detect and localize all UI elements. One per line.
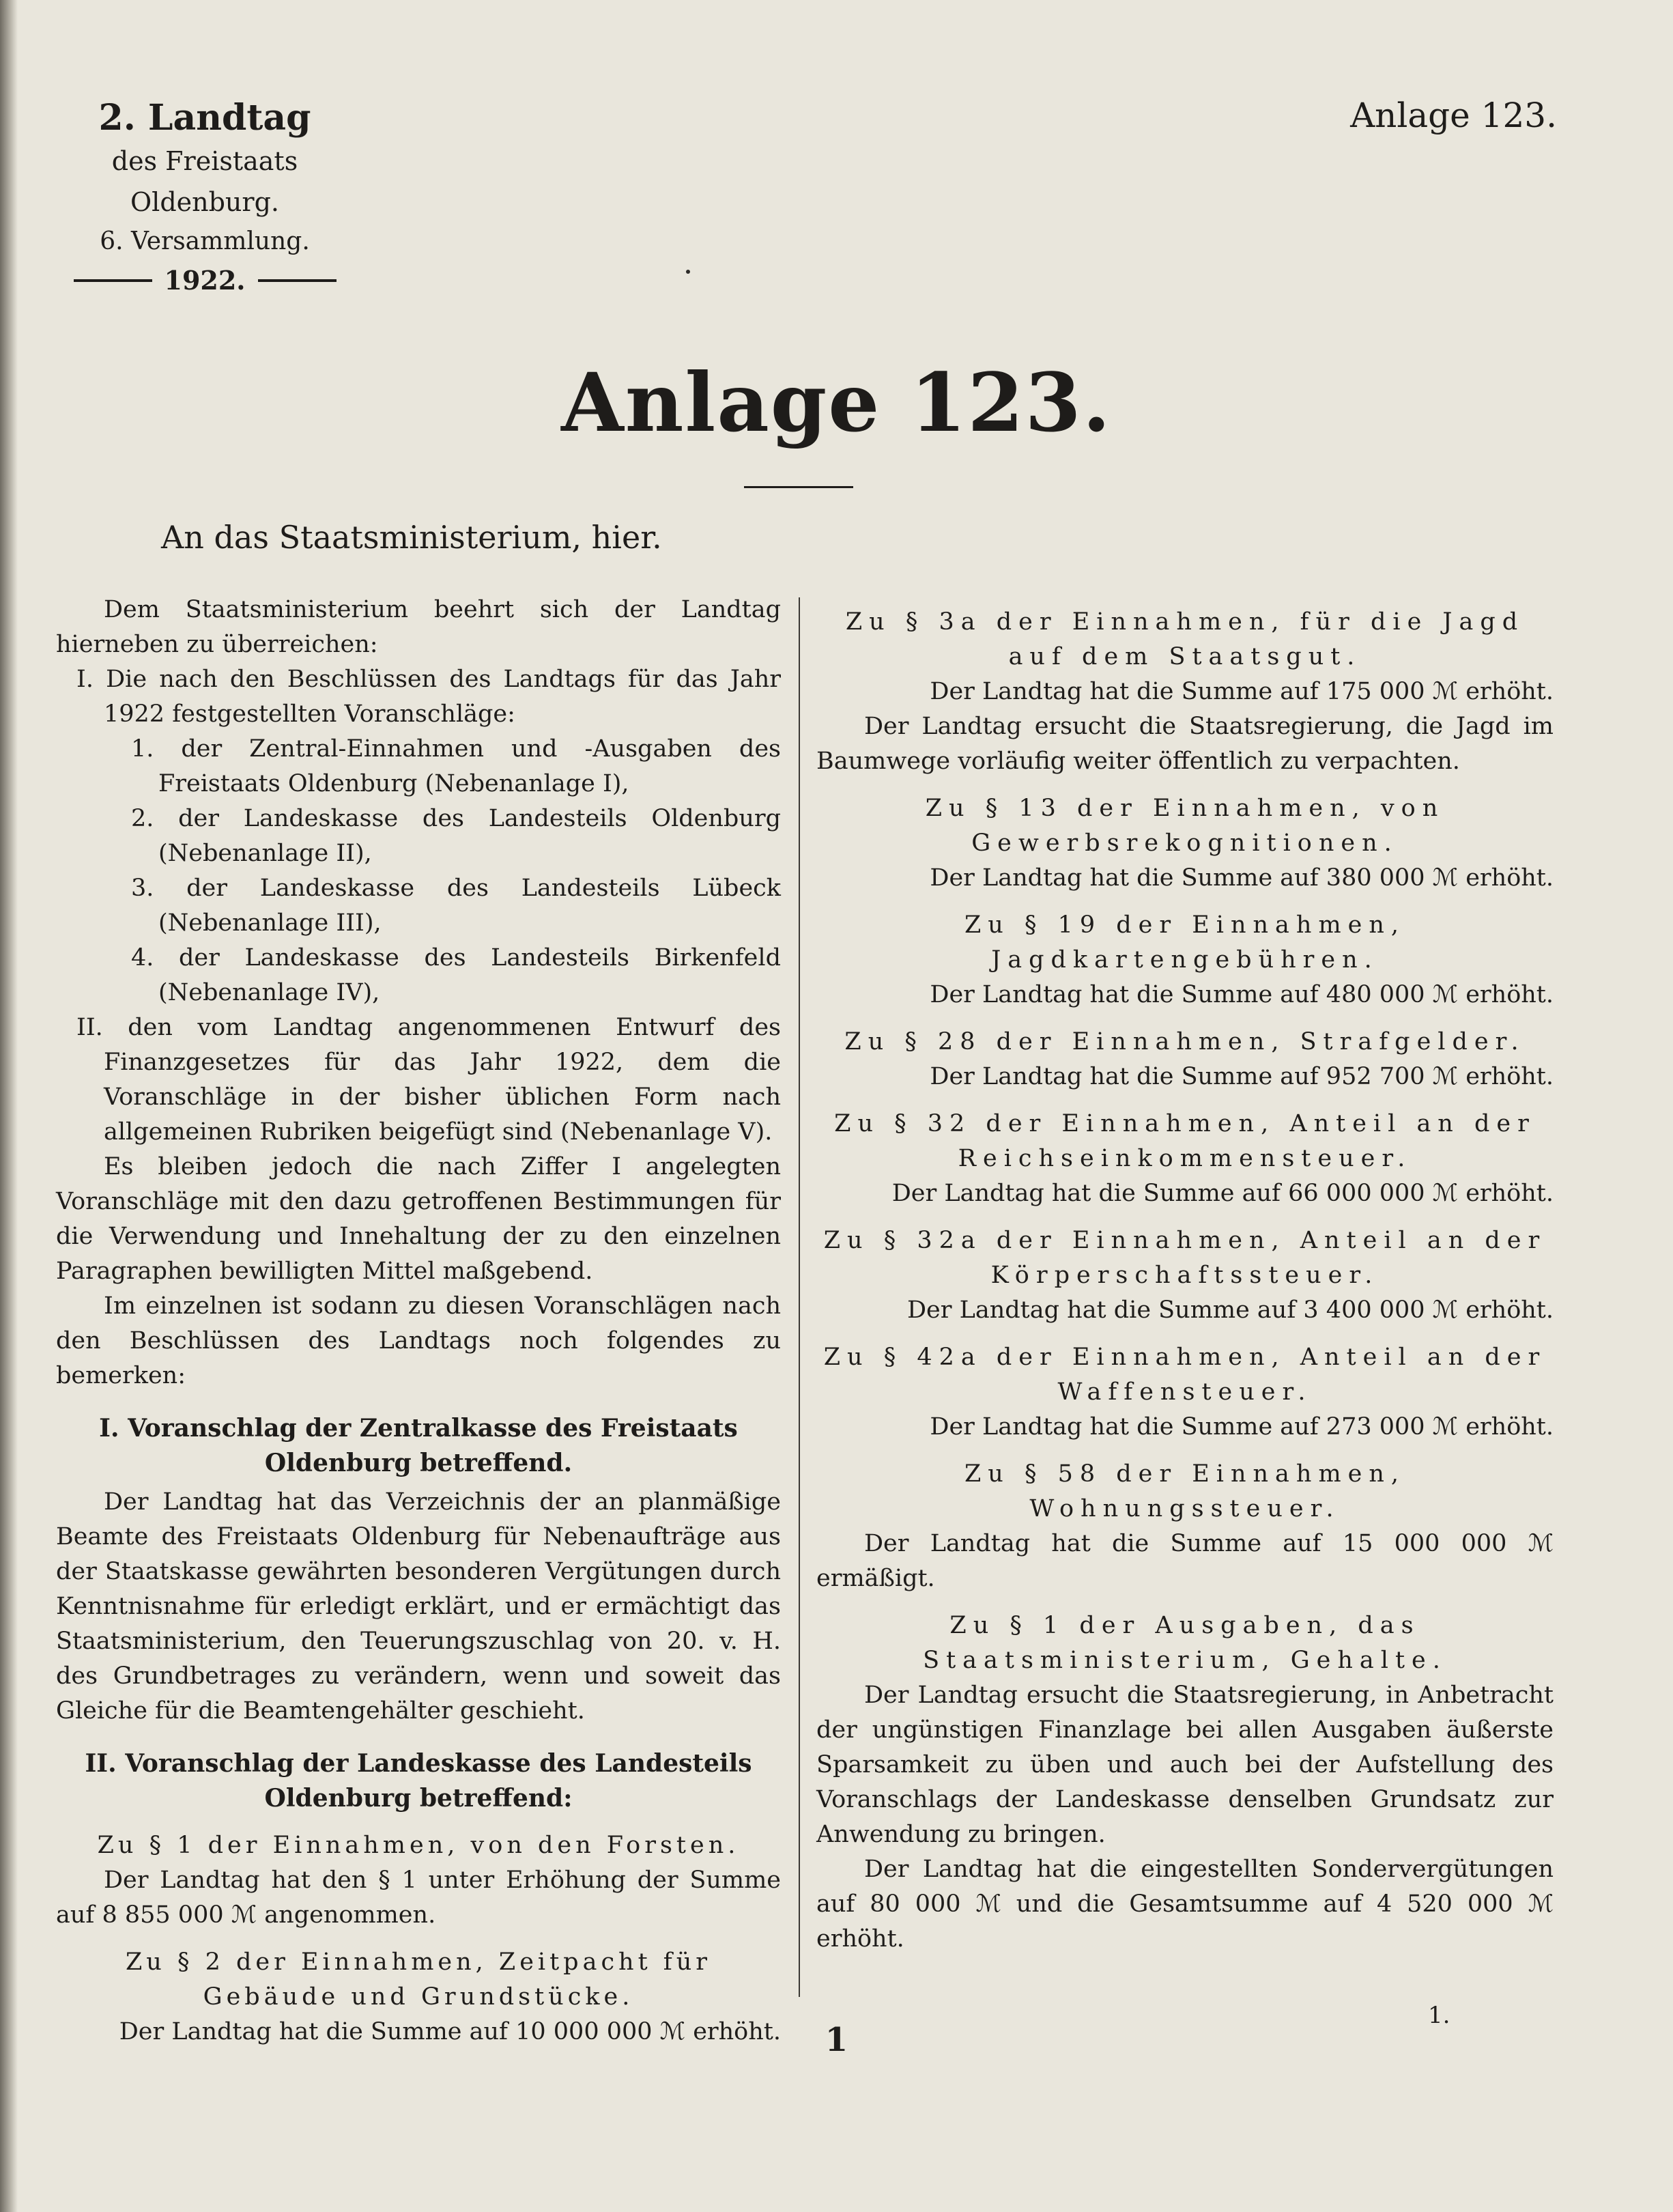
subsection-einnahmen-2-text: Der Landtag hat die Summe auf 10 000 000 ℳ erhöht. [119,2018,781,2045]
paragraph-remain: Es bleiben jedoch die nach Ziffer I angelegten Voranschläge mit den dazu getroffenen Bestimmungen für die Verwendung und Innehaltung der zu den einzelnen Paragraphen bewilligten Mittel maßgebend. [56,1153,781,1285]
subsection-einnahmen-32-heading: Zu § 32 der Einnahmen, Anteil an der Reichseinkommensteuer. [834,1110,1536,1172]
section-I-heading: I. Voranschlag der Zentralkasse des Freistaats Oldenburg betreffend. [99,1414,738,1477]
subsection-einnahmen-13-text: Der Landtag hat die Summe auf 380 000 ℳ erhöht. [930,864,1554,892]
header-year-row [61,265,348,296]
subsection-einnahmen-28-heading: Zu § 28 der Einnahmen, Strafgelder. [844,1028,1526,1055]
right-column [816,593,1554,1957]
list-subitem-4: 4. der Landeskasse des Landesteils Birkenfeld (Nebenanlage IV), [131,944,781,1006]
header-freistaat: des Freistaats Oldenburg. [111,146,298,217]
header-rule-left [74,279,152,282]
subsection-einnahmen-13-heading: Zu § 13 der Einnahmen, von Gewerbsrekognitionen. [925,795,1445,857]
subsection-einnahmen-32a-text: Der Landtag hat die Summe auf 3 400 000 ℳ erhöht. [907,1296,1554,1324]
intro-paragraph: Dem Staatsministerium beehrt sich der Landtag hierneben zu überreichen: [56,596,781,658]
left-column [56,593,781,2050]
page-title: Anlage 123. [561,355,1112,450]
subsection-einnahmen-2-heading: Zu § 2 der Einnahmen, Zeitpacht für Gebäude und Grundstücke. [125,1948,712,2011]
subsection-einnahmen-3a-request: Der Landtag ersucht die Staatsregierung, die Jagd im Baumwege vorläufig weiter öffentlich zu verpachten. [816,713,1554,775]
header-year: 1922. [164,265,246,296]
subsection-ausgaben-1-request: Der Landtag ersucht die Staatsregierung, in Anbetracht der ungünstigen Finanzlage bei allen Ausgaben äußerste Sparsamkeit zu üben und auch bei der Aufstellung des Voranschlags der Landeskasse denselben Grundsatz zur Anwendung zu bringen. [816,1682,1554,1848]
header-rule-right [258,279,337,282]
subsection-einnahmen-58-heading: Zu § 58 der Einnahmen, Wohnungssteuer. [964,1460,1406,1522]
list-subitem-1: 1. der Zentral-Einnahmen und -Ausgaben des Freistaats Oldenburg (Nebenanlage I), [131,735,781,797]
subsection-einnahmen-1-heading: Zu § 1 der Einnahmen, von den Forsten. [97,1832,740,1859]
subsection-einnahmen-1-text: Der Landtag hat den § 1 unter Erhöhung der Summe auf 8 855 000 ℳ angenommen. [56,1867,781,1929]
list-item-II: II. den vom Landtag angenommenen Entwurf des Finanzgesetzes für das Jahr 1922, dem die Voranschläge in der bisher üblichen Form nach allgemeinen Rubriken beigefügt sind (Nebenanlage V). [76,1014,781,1146]
page-number: 1 [825,2021,848,2059]
subsection-einnahmen-42a-heading: Zu § 42a der Einnahmen, Anteil an der Waffensteuer. [823,1344,1547,1406]
header-landtag: 2. Landtag [98,97,311,139]
list-item-I: I. Die nach den Beschlüssen des Landtags für das Jahr 1922 festgestellten Voranschläge: [76,666,781,728]
section-I-text: Der Landtag hat das Verzeichnis der an planmäßige Beamte des Freistaats Oldenburg für Nebenaufträge aus der Staatskasse gewährten besonderen Vergütungen durch Kenntnisnahme für erledigt erklärt, und er ermächtigt das Staatsministerium, den Teuerungszuschlag von 20. v. H. des Grundbetrages zu verändern, wenn und soweit das Gleiche für die Beamtengehälter geschieht. [56,1488,781,1725]
subsection-ausgaben-1-text: Der Landtag hat die eingestellten Sondervergütungen auf 80 000 ℳ und die Gesamtsumme auf 4 520 000 ℳ erhöht. [816,1856,1554,1953]
subsection-einnahmen-19-text: Der Landtag hat die Summe auf 480 000 ℳ erhöht. [930,981,1554,1008]
paragraph-details: Im einzelnen ist sodann zu diesen Voranschlägen nach den Beschlüssen des Landtags noch folgendes zu bemerken: [56,1292,781,1389]
list-subitem-3: 3. der Landeskasse des Landesteils Lübeck (Nebenanlage III), [131,875,781,937]
header-versammlung: 6. Versammlung. [100,227,310,255]
subsection-einnahmen-32-text: Der Landtag hat die Summe auf 66 000 000 ℳ erhöht. [891,1180,1554,1207]
subsection-ausgaben-1-heading: Zu § 1 der Ausgaben, das Staatsministerium, Gehalte. [923,1612,1447,1674]
section-II-heading: II. Voranschlag der Landeskasse des Landesteils Oldenburg betreffend: [85,1749,752,1813]
running-title: Anlage 123. [1350,96,1557,135]
signature-number: 1. [1428,2002,1450,2029]
list-subitem-2: 2. der Landeskasse des Landesteils Oldenburg (Nebenanlage II), [131,805,781,867]
subsection-einnahmen-32a-heading: Zu § 32a der Einnahmen, Anteil an der Körperschaftssteuer. [823,1227,1547,1289]
subsection-einnahmen-28-text: Der Landtag hat die Summe auf 952 700 ℳ erhöht. [930,1063,1554,1090]
addressee: An das Staatsministerium, hier. [161,519,662,556]
subsection-einnahmen-3a-heading: Zu § 3a der Einnahmen, für die Jagd auf dem Staatsgut. [845,608,1525,670]
title-divider [744,486,853,488]
subsection-einnahmen-42a-text: Der Landtag hat die Summe auf 273 000 ℳ erhöht. [930,1413,1554,1441]
print-speck [686,270,690,274]
subsection-einnahmen-3a-text: Der Landtag hat die Summe auf 175 000 ℳ erhöht. [930,678,1554,705]
subsection-einnahmen-19-heading: Zu § 19 der Einnahmen, Jagdkartengebühren. [964,911,1406,974]
page-binding-edge [0,0,18,2212]
header-block [61,96,348,296]
column-divider [799,597,800,1997]
subsection-einnahmen-58-text: Der Landtag hat die Summe auf 15 000 000 ℳ ermäßigt. [816,1530,1554,1592]
